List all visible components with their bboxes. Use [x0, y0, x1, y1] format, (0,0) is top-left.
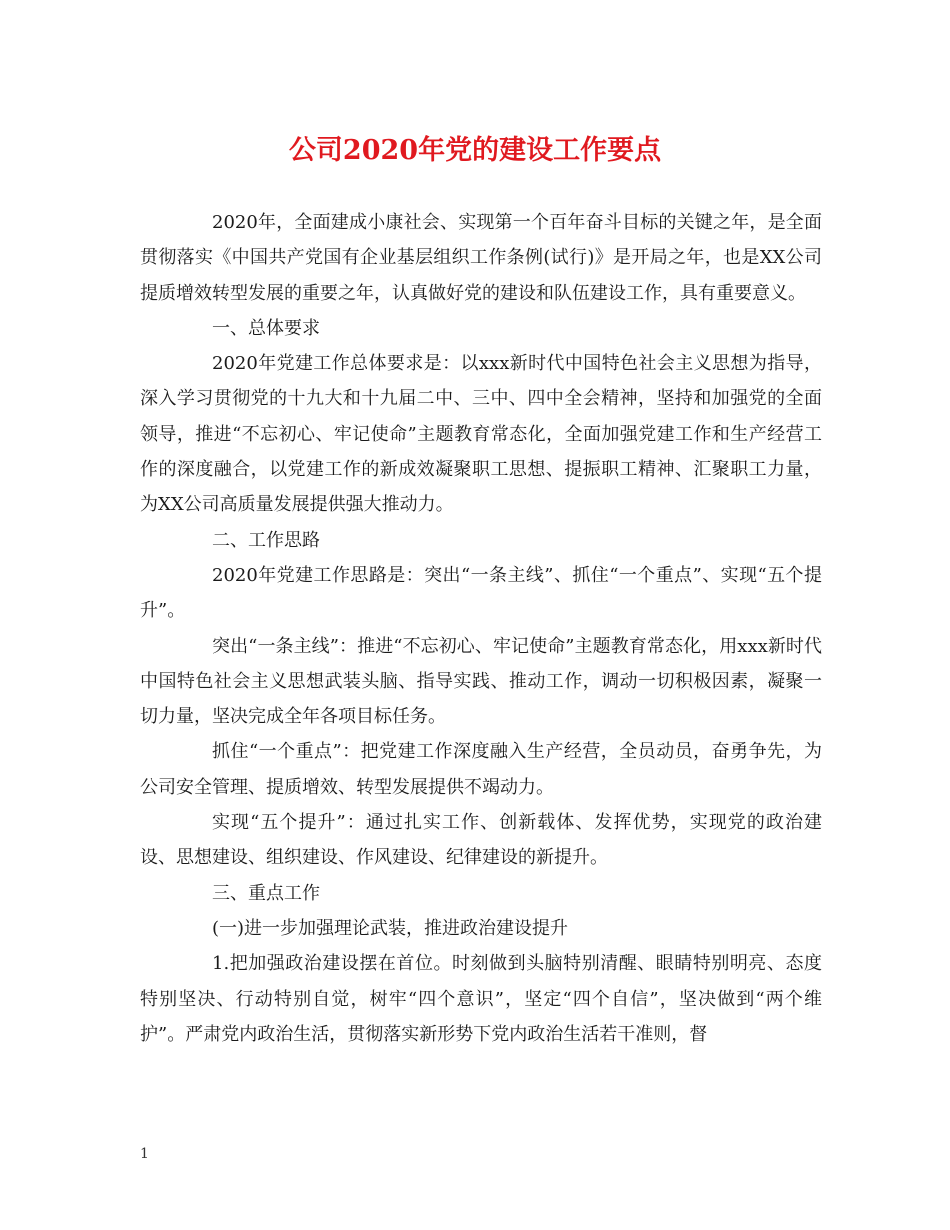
paragraph-overall-requirements: 2020年党建工作总体要求是：以xxx新时代中国特色社会主义思想为指导，深入学习贯彻党的十九大和十九届二中、三中、四中全会精神，坚持和加强党的全面领导，推进“不忘初心、牢记使命”主题教育常态化，全面加强党建工作和生产经营工作的深度融合，以党建工作的新成效凝聚职工思想、提振职工精神、汇聚职工力量，为XX公司高质量发展提供强大推动力。 — [140, 353, 822, 516]
subheading-theory-arming: (一)进一步加强理论武装，推进政治建设提升 — [212, 917, 569, 939]
document-title: 公司2020年党的建设工作要点 — [288, 135, 662, 166]
paragraph-key-focus: 抓住“一个重点”：把党建工作深度融入生产经营，全员动员，奋勇争先，为公司安全管理、提质增效、转型发展提供不竭动力。 — [140, 741, 822, 798]
paragraph-political-building: 1.把加强政治建设摆在首位。时刻做到头脑特别清醒、眼睛特别明亮、态度特别坚决、行动特别自觉，树牢“四个意识”，坚定“四个自信”，坚决做到“两个维护”。严肃党内政治生活，贯彻落实新形势下党内政治生活若干准则，督 — [140, 953, 822, 1045]
document-body — [140, 205, 822, 1052]
paragraph-main-line: 突出“一条主线”：推进“不忘初心、牢记使命”主题教育常态化，用xxx新时代中国特色社会主义思想武装头脑、指导实践、推动工作，调动一切积极因素，凝聚一切力量，坚决完成全年各项目标任务。 — [140, 635, 822, 728]
paragraph-five-improvements: 实现“五个提升”：通过扎实工作、创新载体、发挥优势，实现党的政治建设、思想建设、组织建设、作风建设、纪律建设的新提升。 — [140, 812, 822, 869]
heading-overall-requirements: 一、总体要求 — [212, 317, 320, 339]
page-number: 1 — [140, 1146, 149, 1162]
heading-work-approach: 二、工作思路 — [212, 529, 320, 551]
paragraph-intro: 2020年，全面建成小康社会、实现第一个百年奋斗目标的关键之年，是全面贯彻落实《中国共产党国有企业基层组织工作条例(试行)》是开局之年，也是XX公司提质增效转型发展的重要之年，认真做好党的建设和队伍建设工作，具有重要意义。 — [140, 212, 822, 304]
heading-key-work: 三、重点工作 — [212, 882, 320, 904]
paragraph-work-approach: 2020年党建工作思路是：突出“一条主线”、抓住“一个重点”、实现“五个提升”。 — [140, 564, 822, 622]
